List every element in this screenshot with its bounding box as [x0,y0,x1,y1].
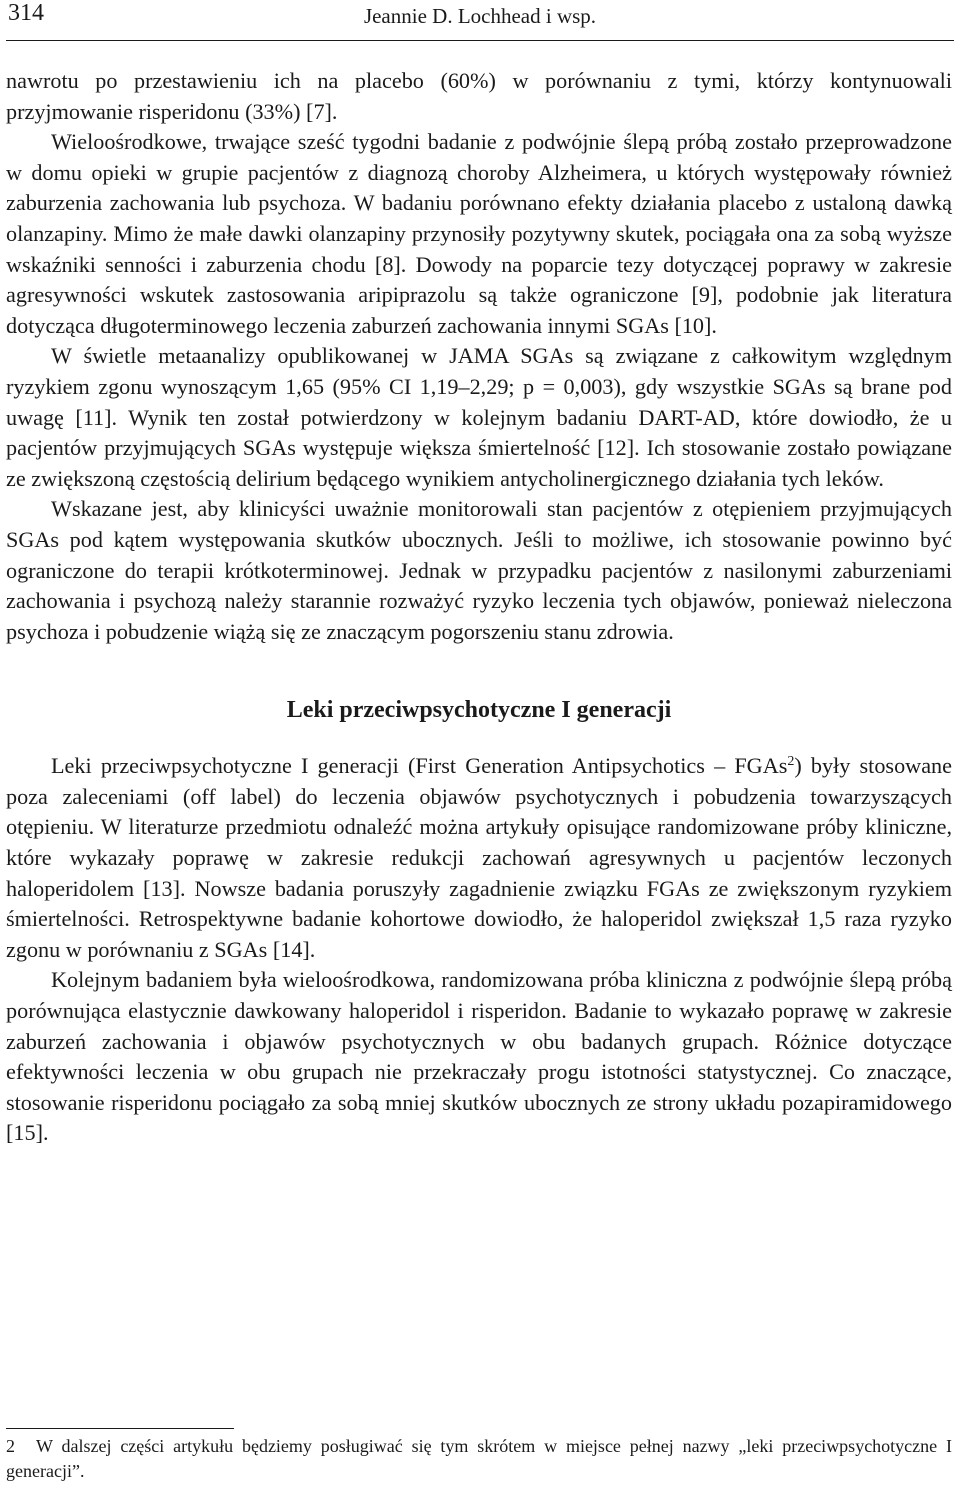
article-body [6,66,952,1149]
paragraph-multicenter-study: Wieloośrodkowe, trwające sześć tygodni badanie z podwójnie ślepą próbą zostało przeprowadzone w domu opieki w grupie pacjentów z diagnozą choroby Alzheimera, u których występowały również zaburzenia zachowania lub psychoza. W badaniu porównano efekty działania placebo z ustaloną dawką olanzapiny. Mimo że małe dawki olanzapiny przynosiły pozytywny skutek, pociągała ona za sobą wyższe wskaźniki senności i zaburzenia chodu [8]. Dowody na poparcie tezy dotyczącej poprawy w zakresie agresywności wskutek zastosowania aripiprazolu są także ograniczone [9], podobnie jak literatura dotycząca długoterminowego leczenia zaburzeń zachowania innymi SGAs [10]. [6,129,952,338]
running-head: Jeannie D. Lochhead i wsp. [363,4,597,28]
footnote-text: W dalszej części artykułu będziemy posługiwać się tym skrótem w miejsce pełnej nazwy „leki przeciwpsychotyczne I generacji”. [6,1436,952,1481]
page-number: 314 [8,0,44,26]
footnote-reference: 2 [787,754,795,770]
page-header [6,0,954,41]
paragraph-monitoring: Wskazane jest, aby klinicyści uważnie monitorowali stan pacjentów z otępieniem przyjmujących SGAs pod kątem występowania skutków ubocznych. Jeśli to możliwe, ich stosowanie powinno być ograniczone do terapii krótkoterminowej. Jednak w przypadku pacjentów z nasilonymi zaburzeniami zachowania i psychozą należy starannie rozważyć ryzyko leczenia tych objawów, ponieważ nieleczona psychoza i pobudzenie wiążą się ze znaczącym pogorszeniu stanu zdrowia. [6,496,952,644]
footnote-divider [6,1428,234,1429]
paragraph-fgas-intro [6,751,952,965]
fgas-intro-text-start: Leki przeciwpsychotyczne I generacji (First Generation Antipsychotics – FGAs [51,753,788,779]
fgas-intro-text-end: ) były stosowane poza zaleceniami (off label) do leczenia objawów psychotycznych i pobudzenia towarzyszących otępieniu. W literaturze przedmiotu odnaleźć można artykuły opisujące randomizowane próby kliniczne, które wykazały poprawę w zakresie redukcji zachowań agresywnych u pacjentów leczonych haloperidolem [13]. Nowsze badania poruszyły zagadnienie związku FGAs ze zwiększonym ryzykiem śmiertelności. Retrospektywne badanie kohortowe dowiodło, że haloperidol zwiększał 1,5 raza ryzyko zgonu w porównaniu z SGAs [14]. [6,753,952,962]
footnote [6,1434,952,1484]
section-heading: Leki przeciwpsychotyczne I generacji [286,697,672,724]
paragraph-metaanalysis: W świetle metaanalizy opublikowanej w JAMA SGAs są związane z całkowitym względnym ryzykiem zgonu wynoszącym 1,65 (95% CI 1,19–2,29; p = 0,003), gdy wszystkie SGAs są brane pod uwagę [11]. Wynik ten został potwierdzony w kolejnym badaniu DART-AD, które dowiodło, że u pacjentów przyjmujących SGAs występuje większa śmiertelność [12]. Ich stosowanie zostało powiązane ze zwiększoną częstością delirium będącego wynikiem antycholinergicznego działania tych leków. [6,343,952,491]
paragraph-haloperidol-risperidone: Kolejnym badaniem była wieloośrodkowa, randomizowana próba kliniczna z podwójnie ślepą próbą porównująca elastycznie dawkowany haloperidol i risperidon. Badanie to wykazało poprawę w zakresie zaburzeń zachowania i objawów psychotycznych w obu badanych grupach. Różnice dotyczące efektywności leczenia w obu grupach nie przekraczały progu istotności statystycznej. Co znaczące, stosowanie risperidonu pociągało za sobą mniej skutków ubocznych ze strony układu pozapiramidowego [15]. [6,967,952,1146]
paragraph-continuation: nawrotu po przestawieniu ich na placebo (60%) w porównaniu z tymi, którzy kontynuowali przyjmowanie risperidonu (33%) [7]. [6,68,952,124]
footnote-number: 2 [6,1436,15,1456]
